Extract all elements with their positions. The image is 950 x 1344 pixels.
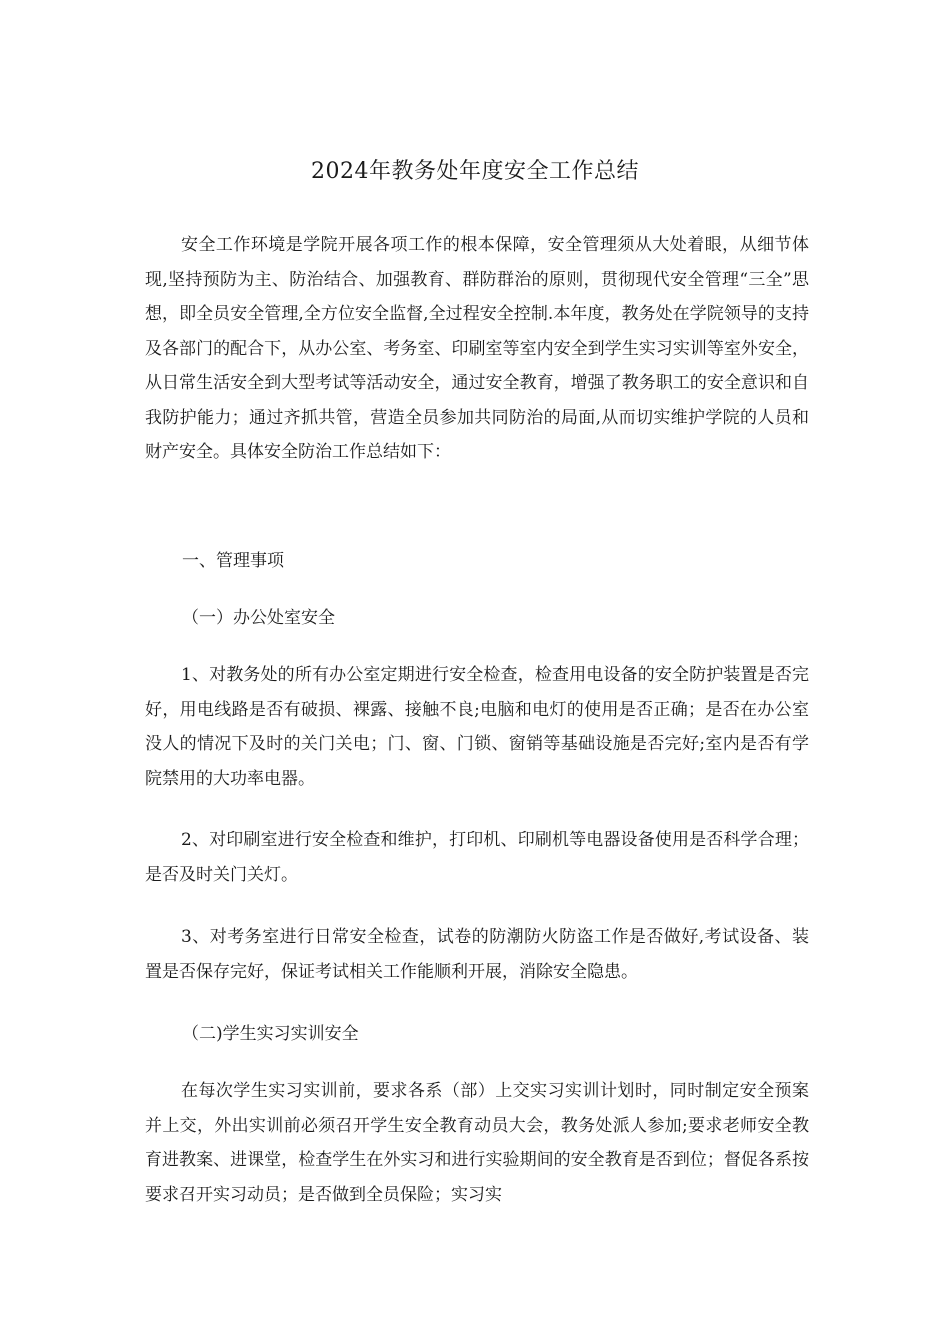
item-paragraph-3: 3、对考务室进行日常安全检查，试卷的防潮防火防盗工作是否做好,考试设备、装置是否保存完好，保证考试相关工作能顺利开展，消除安全隐患。 — [145, 927, 809, 982]
subsection-heading-office: （一）办公处室安全 — [182, 608, 335, 628]
item-paragraph-1: 1、对教务处的所有办公室定期进行安全检查，检查用电设备的安全防护装置是否完好，用电线路是否有破损、裸露、接触不良;电脑和电灯的使用是否正确；是否在办公室没人的情况下及时的关门关电；门、窗、门锁、窗销等基础设施是否完好;室内是否有学院禁用的大功率电器。 — [145, 665, 809, 789]
section-heading-management: 一、管理事项 — [182, 551, 284, 571]
internship-paragraph: 在每次学生实习实训前，要求各系（部）上交实习实训计划时，同时制定安全预案并上交，外出实训前必须召开学生安全教育动员大会，教务处派人参加;要求老师安全教育进教案、进课堂，检查学生在外实习和进行实验期间的安全教育是否到位；督促各系按要求召开实习动员；是否做到全员保险；实习实 — [145, 1081, 809, 1205]
subsection-heading-internship: （二)学生实习实训安全 — [182, 1024, 359, 1044]
item-paragraph-2: 2、对印刷室进行安全检查和维护，打印机、印刷机等电器设备使用是否科学合理；是否及时关门关灯。 — [145, 830, 809, 885]
document-title: 2024年教务处年度安全工作总结 — [311, 159, 639, 184]
intro-paragraph: 安全工作环境是学院开展各项工作的根本保障，安全管理须从大处着眼，从细节体现,坚持预防为主、防治结合、加强教育、群防群治的原则，贯彻现代安全管理“三全”思想，即全员安全管理,全方位安全监督,全过程安全控制.本年度，教务处在学院领导的支持及各部门的配合下，从办公室、考务室、印刷室等室内安全到学生实习实训等室外安全，从日常生活安全到大型考试等活动安全，通过安全教育，增强了教务职工的安全意识和自我防护能力；通过齐抓共管，营造全员参加共同防治的局面,从而切实维护学院的人员和财产安全。具体安全防治工作总结如下： — [145, 235, 809, 462]
